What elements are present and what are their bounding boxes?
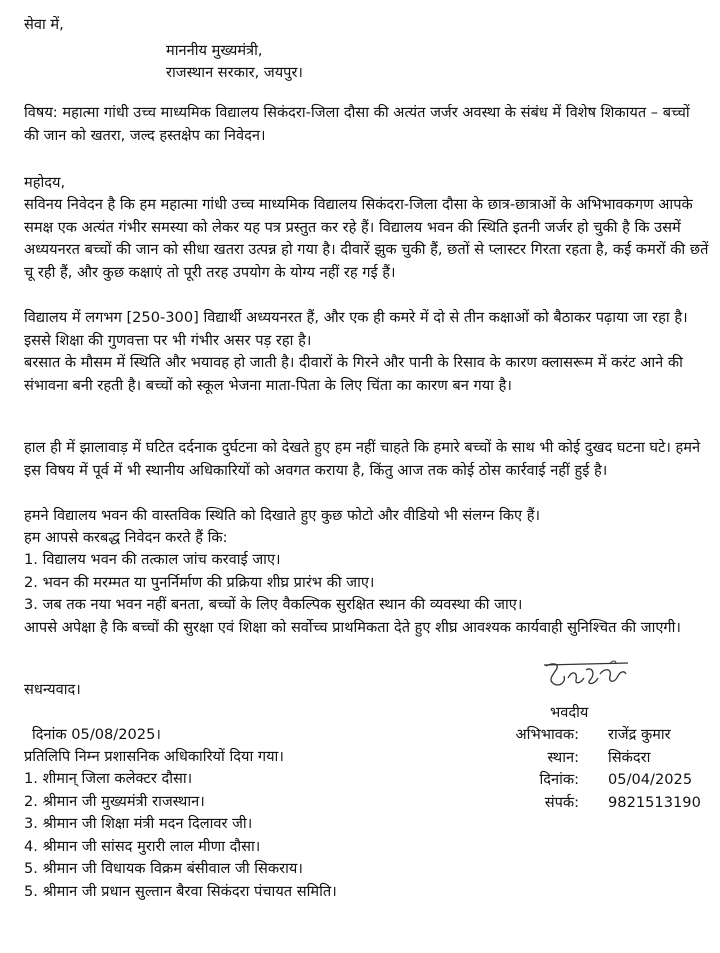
contact-row [500,792,715,815]
subject-line: विषय: महात्मा गांधी उच्च माध्यमिक विद्यालय सिकंदरा-जिला दौसा की अत्यंत जर्जर अवस्था के संबंध में विशेष शिकायत – बच्चों की जान को खतरा, जल्द हस्तक्षेप का निवेदन। [24,104,690,144]
copy-item: 5. श्रीमान जी प्रधान सुल्तान बैरवा सिकंदरा पंचायत समिति। [24,882,337,900]
request-item: 3. जब तक नया भवन नहीं बनता, बच्चों के लिए वैकल्पिक सुरक्षित स्थान की व्यवस्था की जाए। [24,596,523,614]
letter-date: दिनांक 05/08/2025। [32,726,161,743]
recipient-line-1: माननीय मुख्यमंत्री, [166,42,263,59]
request-list [24,549,714,617]
body-paragraph-4: हाल ही में झालावाड़ में घटित दर्दनाक दुर्घटना को देखते हुए हम नहीं चाहते कि हमारे बच्चों के साथ भी कोई दुखद घटना घटे। हमने इस विषय में पूर्व में भी स्थानीय अधिकारियों को अवगत कराया है, किंतु आज तक कोई ठोस कार्रवाई नहीं हुई है। [24,439,701,479]
guardian-value: राजेंद्र कुमार [608,726,671,743]
address-line: महोदय, [24,174,66,191]
body-paragraph-3: बरसात के मौसम में स्थिति और भयावह हो जाती है। दीवारों के गिरने और पानी के रिसाव के कारण क्लासरूम में करंट आने की संभावना बनी रहती है। बच्चों को स्कूल भेजना माता-पिता के लिए चिंता का कारण बन गया है। [24,354,683,394]
request-item: 2. भवन की मरम्मत या पुनर्निर्माण की प्रक्रिया शीघ्र प्रारंभ की जाए। [24,573,375,591]
body-paragraph-5: हमने विद्यालय भवन की वास्तविक स्थिति को दिखाते हुए कुछ फोटो और वीडियो भी संलग्न किए हैं। [24,507,541,524]
body-paragraph-1: सविनय निवेदन है कि हम महात्मा गांधी उच्च माध्यमिक विद्यालय सिकंदरा-जिला दौसा के छात्र-छात्राओं के अभिभावकगण आपके समक्ष एक अत्यंत गंभीर समस्या को लेकर यह पत्र प्रस्तुत कर रहे हैं। विद्यालय भवन की स्थिति इतनी जर्जर हो चुकी है कि उसमें अध्ययनरत बच्चों की जान को सीधा खतरा उत्पन्न हो गया है। दीवारें झुक चुकी हैं, छतों से प्लास्टर गिरता रहता है, कई कमरों की छतें चू रही हैं, और कुछ कक्षाएं तो पूरी तरह उपयोग के योग्य नहीं रह गई हैं। [24,196,709,281]
thanks-line: सधन्यवाद। [24,681,81,698]
date-label: दिनांक: [539,771,579,788]
date-row [500,769,715,792]
place-label: स्थान: [547,749,579,766]
copy-item: 4. श्रीमान जी सांसद मुरारी लाल मीणा दौसा। [24,837,261,855]
copy-heading: प्रतिलिपि निम्न प्रशासनिक अधिकारियों दिया गया। [24,748,284,765]
contact-label: संपर्क: [544,794,579,811]
place-value: सिकंदरा [608,749,651,766]
contact-value: 9821513190 [608,794,701,811]
request-item: 1. विद्यालय भवन की तत्काल जांच करवाई जाए। [24,551,281,568]
copy-item: 2. श्रीमान जी मुख्यमंत्री राजस्थान। [24,792,205,810]
guardian-row [500,724,715,747]
recipient-line-2: राजस्थान सरकार, जयपुर। [166,64,303,81]
place-row [500,747,715,770]
copy-list [24,768,337,904]
copy-item: 3. श्रीमान जी शिक्षा मंत्री मदन दिलावर जी। [24,815,253,833]
body-paragraph-6: हम आपसे करबद्ध निवेदन करते हैं कि: [24,529,228,546]
closing-paragraph: आपसे अपेक्षा है कि बच्चों की सुरक्षा एवं शिक्षा को सर्वोच्च प्राथमिकता देते हुए शीघ्र आवश्यक कार्यवाही सुनिश्चित की जाएगी। [24,619,681,636]
date-value: 05/04/2025 [608,771,693,788]
copy-item: 5. श्रीमान जी विधायक विक्रम बंसीवाल जी सिकराय। [24,860,303,878]
salutation-top: सेवा में, [24,16,64,33]
yours-faithfully: भवदीय [550,704,589,721]
signature-drawing [540,656,632,692]
handwritten-signature [540,656,632,692]
body-paragraph-2: विद्यालय में लगभग [250-300] विद्यार्थी अध्ययनरत हैं, और एक ही कमरे में दो से तीन कक्षाओं को बैठाकर पढ़ाया जा रहा है। इससे शिक्षा की गुणवत्ता पर भी गंभीर असर पड़ रहा है। [24,309,688,349]
guardian-label: अभिभावक: [515,726,579,743]
copy-item: 1. शीमान् जिला कलेक्टर दौसा। [24,770,193,787]
